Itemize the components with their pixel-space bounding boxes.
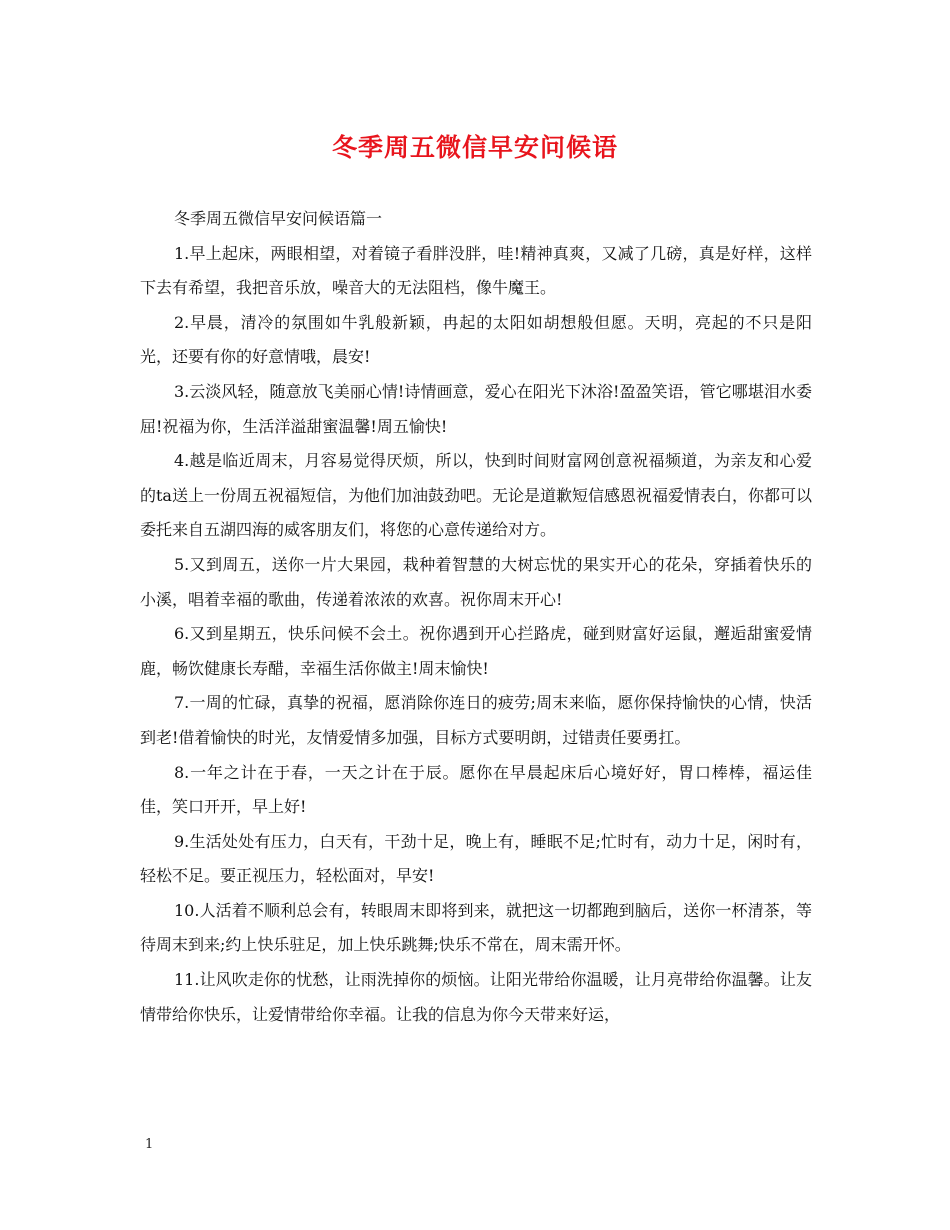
paragraph-9: 9.生活处处有压力，白天有，干劲十足，晚上有，睡眠不足;忙时有，动力十足，闲时有，轻松不足。要正视压力，轻松面对，早安! <box>140 831 812 886</box>
paragraph-11: 11.让风吹走你的忧愁，让雨洗掉你的烦恼。让阳光带给你温暖，让月亮带给你温馨。让友情带给你快乐，让爱情带给你幸福。让我的信息为你今天带来好运， <box>140 970 812 1024</box>
paragraph-2: 2.早晨，清冷的氛围如牛乳般新颖，冉起的太阳如胡想般但愿。天明，亮起的不只是阳光，还要有你的好意情哦，晨安! <box>140 312 812 367</box>
paragraph-1: 1.早上起床，两眼相望，对着镜子看胖没胖，哇!精神真爽，又减了几磅，真是好样，这样下去有希望，我把音乐放，噪音大的无法阻档，像牛魔王。 <box>140 243 812 298</box>
paragraph-6: 6.又到星期五，快乐问候不会土。祝你遇到开心拦路虎，碰到财富好运鼠，邂逅甜蜜爱情鹿，畅饮健康长寿醋，幸福生活你做主!周末愉快! <box>140 624 812 678</box>
paragraph-4: 4.越是临近周末，月容易觉得厌烦，所以，快到时间财富网创意祝福频道，为亲友和心爱的ta送上一份周五祝福短信，为他们加油鼓劲吧。无论是道歉短信感恩祝福爱情表白，你都可以委托来自五湖四海的威客朋友们，将您的心意传递给对方。 <box>140 451 812 540</box>
document-body <box>140 202 812 1032</box>
page-title: 冬季周五微信早安问候语 <box>331 133 618 162</box>
paragraph-5: 5.又到周五，送你一片大果园，栽种着智慧的大树忘忧的果实开心的花朵，穿插着快乐的小溪，唱着幸福的歌曲，传递着浓浓的欢喜。祝你周末开心! <box>140 554 812 609</box>
paragraph-7: 7.一周的忙碌，真挚的祝福，愿消除你连日的疲劳;周末来临，愿你保持愉快的心情，快活到老!借着愉快的时光，友情爱情多加强，目标方式要明朗，过错责任要勇扛。 <box>140 693 812 747</box>
section-heading: 冬季周五微信早安问候语篇一 <box>174 209 383 228</box>
paragraph-3: 3.云淡风轻，随意放飞美丽心情!诗情画意，爱心在阳光下沐浴!盈盈笑语，管它哪堪泪水委屈!祝福为你，生活洋溢甜蜜温馨!周五愉快! <box>140 381 812 436</box>
paragraph-8: 8.一年之计在于春，一天之计在于辰。愿你在早晨起床后心境好好，胃口棒棒，福运佳佳，笑口开开，早上好! <box>140 762 812 817</box>
paragraph-10: 10.人活着不顺利总会有，转眼周末即将到来，就把这一切都跑到脑后，送你一杯清茶，等待周末到来;约上快乐驻足，加上快乐跳舞;快乐不常在，周末需开怀。 <box>140 900 812 955</box>
page-number: 1 <box>145 1137 154 1152</box>
